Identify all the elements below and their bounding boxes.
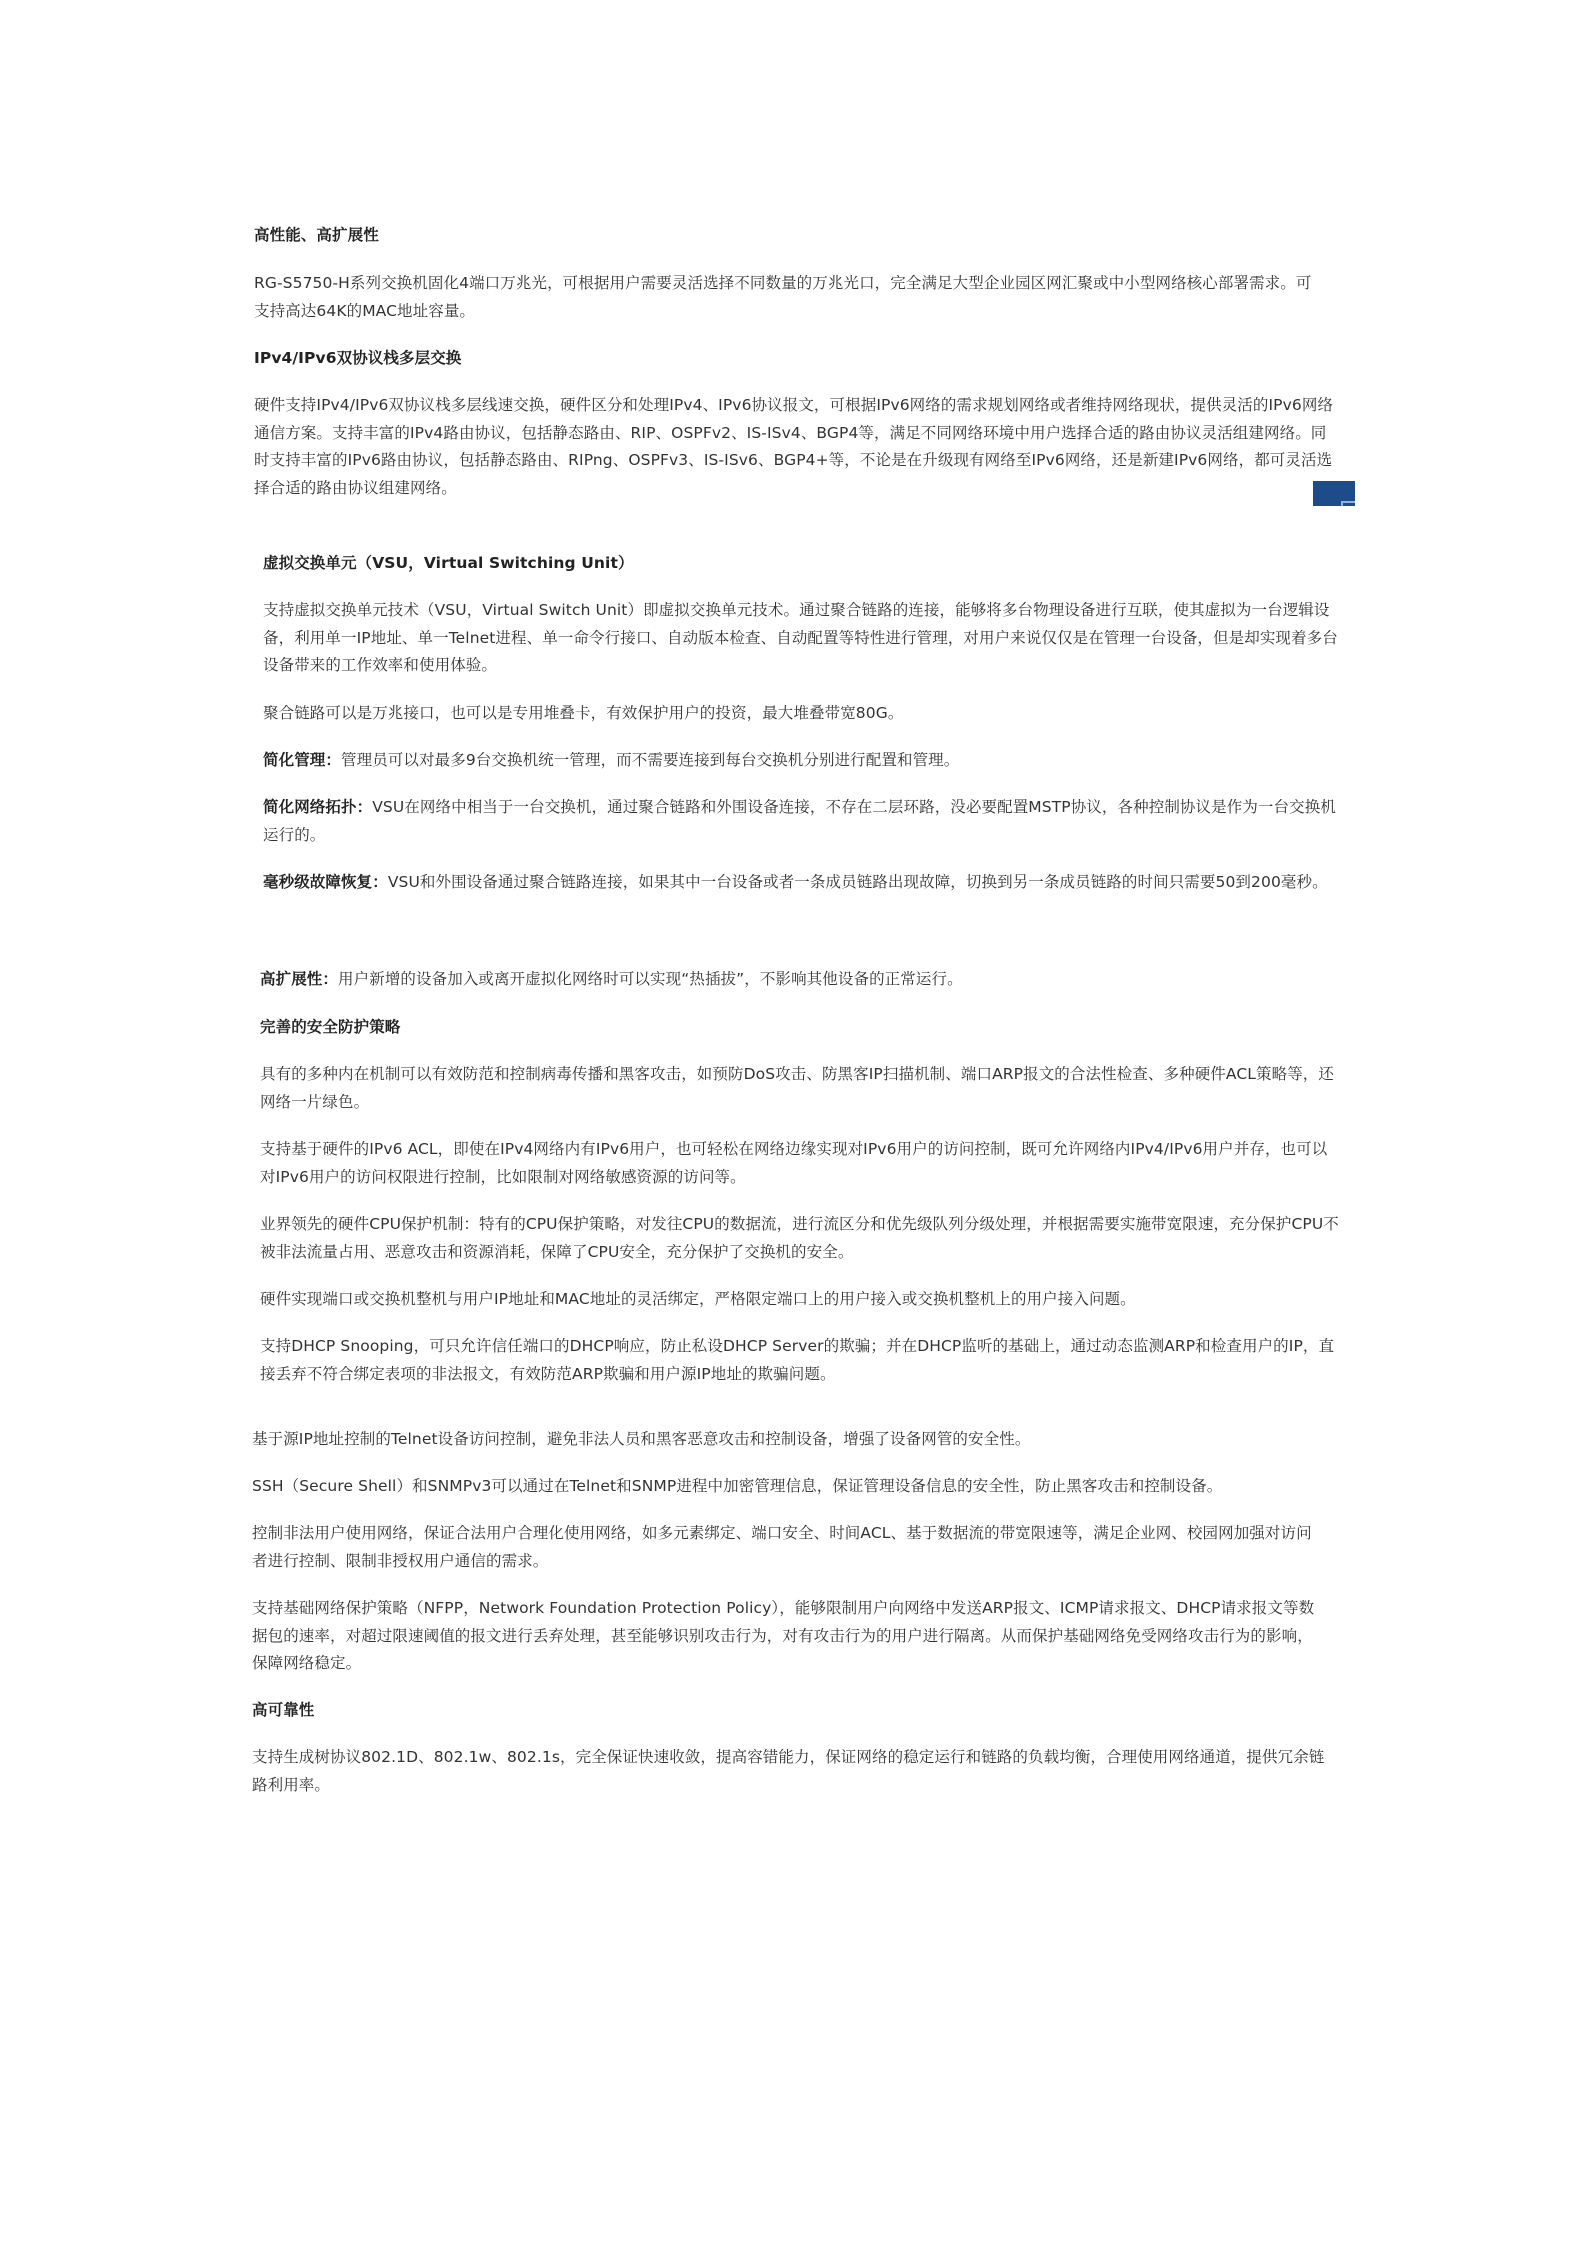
paragraph-security-7: SSH（Secure Shell）和SNMPv3可以通过在Telnet和SNMP进程中加密管理信息，保证管理设备信息的安全性，防止黑客攻击和控制设备。 [252, 1477, 1223, 1495]
paragraph-dual-stack: 硬件支持IPv4/IPv6双协议栈多层线速交换，硬件区分和处理IPv4、IPv6协议报文，可根据IPv6网络的需求规划网络或者维持网络现状，提供灵活的IPv6网络通信方案。支持丰富的IPv4路由协议，包括静态路由、RIP、OSPFv2、IS-ISv4、BGP4等，满足不同网络环境中用户选择合适的路由协议灵活组建网络。同时支持丰富的IPv6路由协议，包括静态路由、RIPng、OSPFv3、IS-ISv6、BGP4+等，不论是在升级现有网络至IPv6网络，还是新建IPv6网络，都可灵活选择合适的路由协议组建网络。 [254, 396, 1334, 497]
paragraph-high-performance: RG-S5750-H系列交换机固化4端口万兆光，可根据用户需要灵活选择不同数量的万兆光口，完全满足大型企业园区网汇聚或中小型网络核心部署需求。可支持高达64K的MAC地址容量。 [254, 274, 1312, 320]
text-simplified-management: 管理员可以对最多9台交换机统一管理，而不需要连接到每台交换机分别进行配置和管理。 [341, 751, 960, 769]
paragraph-vsu-3 [263, 747, 1341, 775]
paragraph-vsu-1: 支持虚拟交换单元技术（VSU，Virtual Switch Unit）即虚拟交换单元技术。通过聚合链路的连接，能够将多台物理设备进行互联，使其虚拟为一台逻辑设备，利用单一IP地址、单一Telnet进程、单一命令行接口、自动版本检查、自动配置等特性进行管理，对用户来说仅仅是在管理一台设备，但是却实现着多台设备带来的工作效率和使用体验。 [263, 601, 1338, 674]
paragraph-security-2: 支持基于硬件的IPv6 ACL，即使在IPv4网络内有IPv6用户，也可轻松在网络边缘实现对IPv6用户的访问控制，既可允许网络内IPv4/IPv6用户并存，也可以对IPv6用户的访问权限进行控制，比如限制对网络敏感资源的访问等。 [260, 1140, 1328, 1186]
text-ms-recovery: VSU和外围设备通过聚合链路连接，如果其中一台设备或者一条成员链路出现故障，切换到另一条成员链路的时间只需要50到200毫秒。 [387, 873, 1328, 891]
paragraph-vsu-5 [263, 869, 1341, 897]
paragraph-security-1: 具有的多种内在机制可以有效防范和控制病毒传播和黑客攻击，如预防DoS攻击、防黑客IP扫描机制、端口ARP报文的合法性检查、多种硬件ACL策略等，还网络一片绿色。 [260, 1065, 1334, 1111]
heading-vsu: 虚拟交换单元（VSU，Virtual Switching Unit） [263, 554, 634, 572]
paragraph-security-4: 硬件实现端口或交换机整机与用户IP地址和MAC地址的灵活绑定，严格限定端口上的用户接入或交换机整机上的用户接入问题。 [260, 1290, 1136, 1308]
paragraph-security-6: 基于源IP地址控制的Telnet设备访问控制，避免非法人员和黑客恶意攻击和控制设备，增强了设备网管的安全性。 [252, 1430, 1031, 1448]
lead-simplified-management: 简化管理： [263, 751, 342, 769]
paragraph-vsu-4 [263, 794, 1341, 849]
side-tab-marker [1313, 481, 1355, 506]
paragraph-vsu-2: 聚合链路可以是万兆接口，也可以是专用堆叠卡，有效保护用户的投资，最大堆叠带宽80G。 [263, 704, 904, 722]
text-high-scalability: 用户新增的设备加入或离开虚拟化网络时可以实现“热插拔”，不影响其他设备的正常运行。 [338, 970, 963, 988]
lead-simplified-topology: 简化网络拓扑： [263, 798, 373, 816]
paragraph-vsu-6 [260, 966, 1338, 994]
paragraph-security-8: 控制非法用户使用网络，保证合法用户合理化使用网络，如多元素绑定、端口安全、时间ACL、基于数据流的带宽限速等，满足企业网、校园网加强对访问者进行控制、限制非授权用户通信的需求。 [252, 1524, 1312, 1570]
paragraph-reliability-1: 支持生成树协议802.1D、802.1w、802.1s，完全保证快速收敛，提高容错能力，保证网络的稳定运行和链路的负载均衡，合理使用网络通道，提供冗余链路利用率。 [252, 1748, 1325, 1794]
text-simplified-topology: VSU在网络中相当于一台交换机，通过聚合链路和外围设备连接，不存在二层环路，没必要配置MSTP协议，各种控制协议是作为一台交换机运行的。 [263, 798, 1336, 844]
tab-glyph-icon [1341, 501, 1355, 506]
heading-security: 完善的安全防护策略 [260, 1018, 401, 1036]
lead-ms-recovery: 毫秒级故障恢复： [263, 873, 388, 891]
paragraph-security-9: 支持基础网络保护策略（NFPP，Network Foundation Protection Policy），能够限制用户向网络中发送ARP报文、ICMP请求报文、DHCP请求报文等数据包的速率，对超过限速阈值的报文进行丢弃处理，甚至能够识别攻击行为，对有攻击行为的用户进行隔离。从而保护基础网络免受网络攻击行为的影响，保障网络稳定。 [252, 1599, 1315, 1672]
paragraph-security-5: 支持DHCP Snooping，可只允许信任端口的DHCP响应，防止私设DHCP Server的欺骗；并在DHCP监听的基础上，通过动态监测ARP和检查用户的IP，直接丢弃不符合绑定表项的非法报文，有效防范ARP欺骗和用户源IP地址的欺骗问题。 [260, 1337, 1335, 1383]
heading-reliability: 高可靠性 [252, 1701, 315, 1719]
heading-dual-stack: IPv4/IPv6双协议栈多层交换 [254, 349, 462, 367]
lead-high-scalability: 高扩展性： [260, 970, 339, 988]
paragraph-security-3: 业界领先的硬件CPU保护机制：特有的CPU保护策略，对发往CPU的数据流，进行流区分和优先级队列分级处理，并根据需要实施带宽限速，充分保护CPU不被非法流量占用、恶意攻击和资源消耗，保障了CPU安全，充分保护了交换机的安全。 [260, 1215, 1339, 1261]
heading-high-performance: 高性能、高扩展性 [254, 226, 379, 244]
